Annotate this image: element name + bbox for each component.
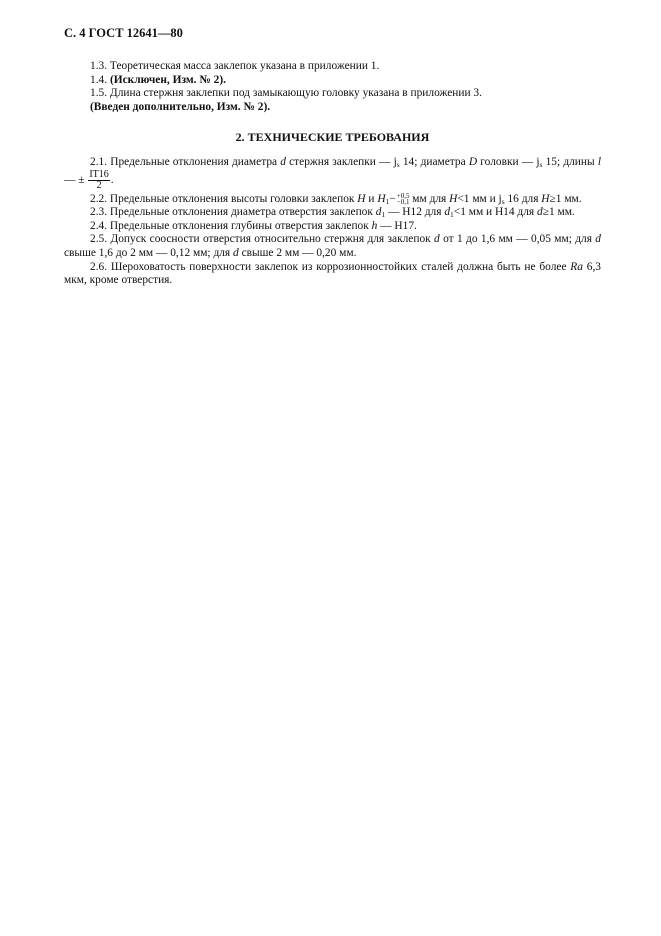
section-title: 2. ТЕХНИЧЕСКИЕ ТРЕБОВАНИЯ xyxy=(235,130,430,145)
paragraph-2-1: 2.1. Предельные отклонения диаметра d стержня заклепки — $j_s$ 14; диаметра D головки — $j_s$ 15; длины l — ± $\frac{IT16}{2}$ . xyxy=(64,155,601,191)
paragraph-1-4 xyxy=(64,74,601,88)
paragraph-2-5: 2.5. Допуск соосности отверстия относительно стержня для заклепок d от 1 до 1,6 мм — 0,05 мм; для d свыше 1,6 до 2 мм — 0,12 мм; для d свыше 2 мм — 0,20 мм. xyxy=(64,233,601,259)
paragraph-1-4-number: 1.4. xyxy=(90,73,108,86)
tolerance-values: +0,5 −0,1 xyxy=(396,191,410,206)
paragraph-2-4: 2.4. Предельные отклонения глубины отверстия заклепок h — H17. xyxy=(90,219,417,232)
paragraph-1-5-note: (Введен дополнительно, Изм. № 2). xyxy=(90,100,271,113)
page-header: С. 4 ГОСТ 12641—80 xyxy=(64,26,183,40)
paragraph-2-6: 2.6. Шероховатость поверхности заклепок из коррозионностойких сталей должна быть не более Ra 6,3 мкм, кроме отверстия. xyxy=(64,260,601,287)
paragraph-1-5: 1.5. Длина стержня заклепки под замыкающую головку указана в приложении 3. xyxy=(90,87,482,100)
paragraph-2-2: 2.2. Предельные отклонения высоты головки заклепок H и $H_1-$ +0,5 −0,1 мм для H<1 мм и $j_s$ 16 для H≥1 мм. xyxy=(90,191,582,206)
paragraph-1-3: 1.3. Теоретическая масса заклепок указана в приложении 1. xyxy=(90,60,380,72)
paragraph-2-3: 2.3. Предельные отклонения диаметра отверстия заклепок $d_1$ — H12 для $d_1<1$ мм и H14 для d≥1 мм. xyxy=(90,206,575,220)
document-body xyxy=(64,60,601,288)
tolerance-fraction: $\frac{IT16}{2}$ xyxy=(89,168,109,191)
paragraph-1-4-excluded-note: (Исключен, Изм. № 2). xyxy=(109,73,226,86)
